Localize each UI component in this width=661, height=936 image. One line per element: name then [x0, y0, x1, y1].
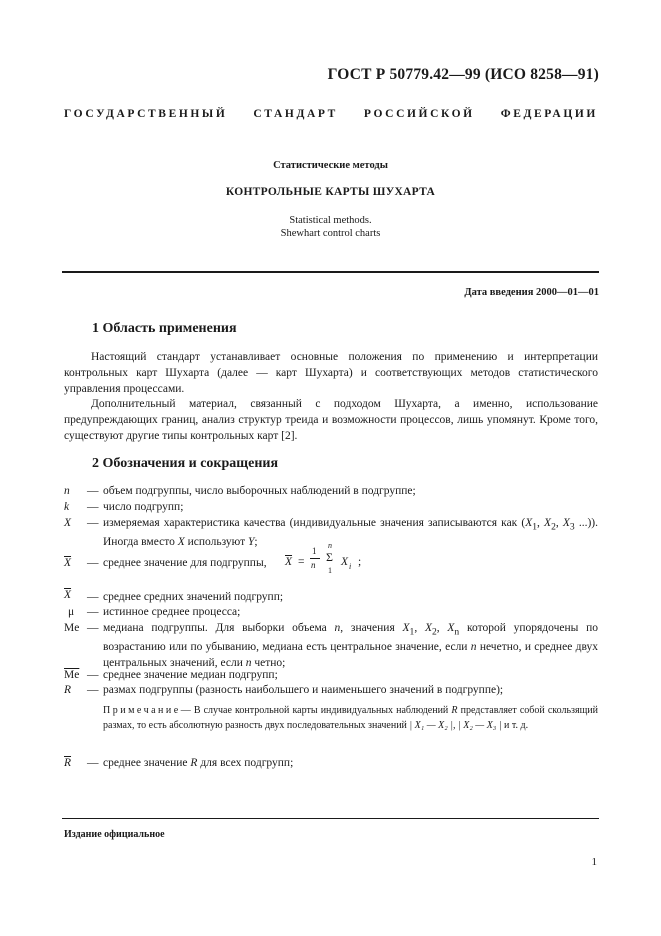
section-1-para-2: Дополнительный материал, связанный с подходом Шухарта, а именно, использование предупреждающих границ, анализ структур треида и возможности процессов, лишь упомянут. Кроме того, существуют другие типы контрольных карт [2]. — [64, 398, 598, 442]
banner-word: ФЕДЕРАЦИИ — [500, 108, 598, 120]
symbol: X — [64, 517, 72, 529]
symbol: μ — [68, 606, 75, 618]
dash: — — [87, 684, 99, 696]
state-standard-banner — [64, 108, 598, 120]
definition: среднее значение для подгруппы, — [103, 557, 267, 569]
dash: — — [87, 622, 99, 634]
definition: объем подгруппы, число выборочных наблюдений в подгруппе; — [103, 485, 416, 497]
definition: среднее значение медиан подгрупп; — [103, 669, 278, 681]
mean-formula: $\overline{X}$ = 1 n n Σ 1 X i ; — [285, 541, 362, 575]
subtitle-ru: Статистические методы — [273, 160, 388, 171]
dash: — — [87, 557, 99, 569]
dash: — — [87, 757, 99, 769]
intro-date: Дата введения 2000—01—01 — [464, 287, 599, 298]
symbol: Me — [64, 622, 80, 634]
section-2-heading: 2 Обозначения и сокращения — [92, 456, 279, 471]
header-rule — [62, 271, 599, 273]
symbol: $\overline{X}$ — [64, 589, 72, 601]
symbol: $\overline{Me}$ — [64, 669, 80, 681]
subtitle-en: Statistical methods. — [289, 215, 372, 226]
banner-word: РОССИЙСКОЙ — [363, 108, 475, 120]
definition: среднее средних значений подгрупп; — [103, 591, 284, 603]
section-1-heading: 1 Область применения — [92, 321, 237, 336]
symbol: R — [64, 684, 72, 696]
banner-word: СТАНДАРТ — [253, 108, 338, 120]
symbol: $\overline{R}$ — [64, 757, 72, 769]
dash: — — [87, 669, 99, 681]
title-en: Shewhart control charts — [280, 228, 381, 239]
symbol: $\overline{X}$ — [64, 557, 72, 569]
footer-rule — [62, 818, 599, 819]
definition: истинное среднее процесса; — [103, 606, 241, 618]
symbol: k — [64, 501, 70, 513]
standard-number: ГОСТ Р 50779.42—99 (ИСО 8258—91) — [327, 66, 599, 83]
edition-label: Издание официальное — [64, 829, 165, 840]
definition: число подгрупп; — [103, 501, 184, 513]
definition: среднее значение R для всех подгрупп; — [103, 757, 294, 769]
dash: — — [87, 485, 99, 497]
dash: — — [87, 501, 99, 513]
banner-word: ГОСУДАРСТВЕННЫЙ — [64, 108, 228, 120]
definition: размах подгруппы (разность наибольшего и наименьшего значений в подгруппе); — [103, 684, 504, 696]
section-1-para-1: Настоящий стандарт устанавливает основные положения по применению и интерпретации контрольных карт Шухарта (далее — карт Шухарта) и соответствующих методов статистического управления процессами. — [64, 351, 598, 395]
definition: измеряемая характеристика качества (индивидуальные значения записываются как ($X_1$, $X_2$, $X_3$ ...)). Иногда вместо X используют Y; — [103, 517, 598, 549]
dash: — — [87, 591, 99, 603]
symbol: n — [64, 485, 70, 497]
dash: — — [87, 606, 99, 618]
title-ru: КОНТРОЛЬНЫЕ КАРТЫ ШУХАРТА — [225, 186, 436, 198]
page-number: 1 — [591, 856, 597, 868]
dash: — — [87, 517, 99, 529]
title-en-block — [0, 214, 661, 240]
definition: медиана подгруппы. Для выборки объема n, значения $X_1$, $X_2$, $X_n$ которой упорядочены по возрастанию или по убыванию, медиана есть центральное значение, если n нечетно, и среднее двух центральных значений, если n четно; — [103, 622, 599, 669]
note: Примечание— В случае контрольной карты индивидуальных наблюдений R представляет собой скользящий размах, то есть абсолютную разность двух последовательных значений | X₁ — X₂ |, | X₂ — X₃ | и т. д. — [103, 705, 598, 731]
